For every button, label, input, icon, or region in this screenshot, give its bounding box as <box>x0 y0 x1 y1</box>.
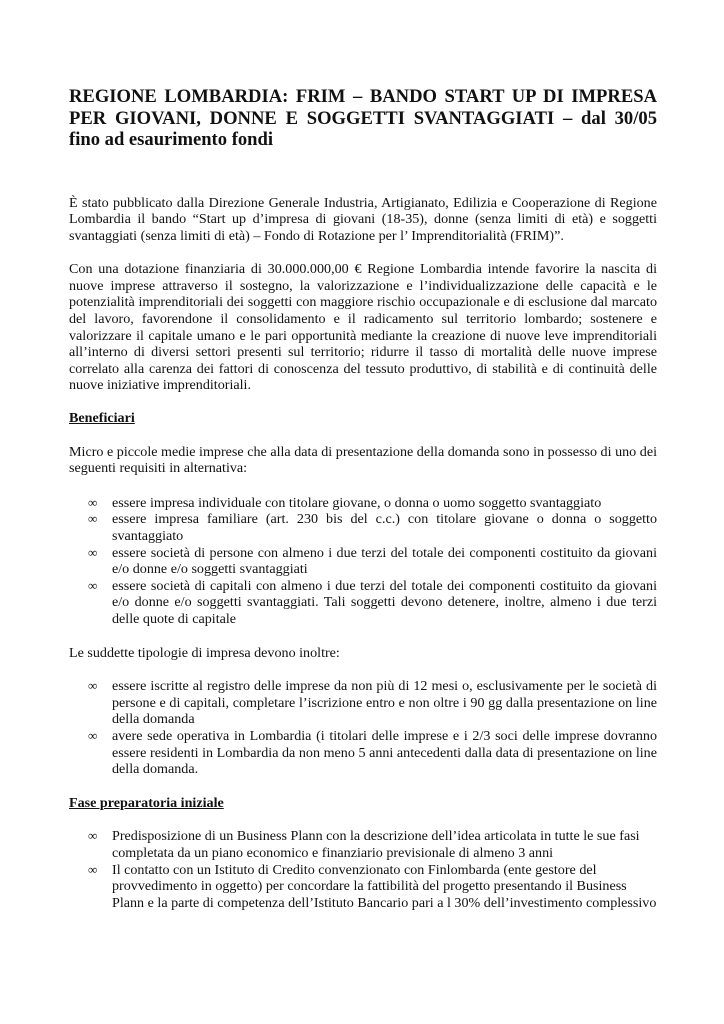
list-item-text: essere impresa individuale con titolare giovane, o donna o uomo soggetto svantaggiato <box>112 494 602 511</box>
document-title: REGIONE LOMBARDIA: FRIM – BANDO START UP DI IMPRESA PER GIOVANI, DONNE E SOGGETTI SVANTAGGIATI – dal 30/05 fino ad esaurimento fondi <box>69 86 657 150</box>
beneficiari-heading: Beneficiari <box>69 410 135 427</box>
document-page <box>69 86 657 911</box>
tipologie-intro-paragraph: Le suddette tipologie di impresa devono inoltre: <box>69 644 340 661</box>
tipologie-requisiti-list <box>69 678 657 778</box>
list-item <box>69 828 657 861</box>
list-item-text: Il contatto con un Istituto di Credito convenzionato con Finlombarda (ente gestore del provvedimento in oggetto) per concordare la fattibilità del progetto presentando il Business Plann e la parte di competenza dell’Istituto Bancario pari a l 30% dell’investimento complessivo <box>112 861 657 911</box>
beneficiari-requisiti-list <box>69 495 657 628</box>
list-item <box>69 545 657 578</box>
list-item <box>69 578 657 628</box>
list-item-text: Predisposizione di un Business Plann con la descrizione dell’idea articolata in tutte le sue fasi completata da un piano economico e finanziario previsionale di almeno 3 anni <box>112 828 640 861</box>
infinity-bullet-icon: ∞ <box>88 544 98 560</box>
list-item-text: essere iscritte al registro delle imprese da non più di 12 mesi o, esclusivamente per le società di persone e di capitali, completare l’iscrizione entro e non oltre i 90 gg dalla presentazione on line della domanda <box>112 678 657 728</box>
fase-preparatoria-list <box>69 828 657 911</box>
dotazione-paragraph: Con una dotazione finanziaria di 30.000.000,00 € Regione Lombardia intende favorire la nascita di nuove imprese attraverso il sostegno, la valorizzazione e l’individualizzazione delle capacità e le potenzialità imprenditoriali dei soggetti con maggiore rischio occupazionale e di esclusione dal marcato del lavoro, favorendone il consolidamento e il radicamento sul territorio lombardo; sostenere e valorizzare il capitale umano e le pari opportunità mediante la creazione di nuove leve imprenditoriali all’interno di diversi settori presenti sul territorio; ridurre il tasso di mortalità delle nuove imprese correlato alla carenza dei fattori di conoscenza del tessuto produttivo, di stabilità e di continuità delle nuove iniziative imprenditoriali. <box>69 261 657 394</box>
intro-paragraph: È stato pubblicato dalla Direzione Generale Industria, Artigianato, Edilizia e Cooperazione di Regione Lombardia il bando “Start up d’impresa di giovani (18-35), donne (senza limiti di età) e soggetti svantaggiati (senza limiti di età) – Fondo di Rotazione per l’ Imprenditorialità (FRIM)”. <box>69 194 657 244</box>
list-item <box>69 495 657 512</box>
list-item <box>69 862 657 912</box>
fase-preparatoria-heading: Fase preparatoria iniziale <box>69 794 224 811</box>
list-item-text: essere impresa familiare (art. 230 bis del c.c.) con titolare giovane o donna o soggetto svantaggiato <box>112 511 657 544</box>
infinity-bullet-icon: ∞ <box>88 577 98 593</box>
infinity-bullet-icon: ∞ <box>88 861 98 877</box>
list-item-text: avere sede operativa in Lombardia (i titolari delle imprese e i 2/3 soci delle imprese dovranno essere residenti in Lombardia da non meno 5 anni antecedenti dalla data di presentazione on line della domanda. <box>112 727 657 778</box>
infinity-bullet-icon: ∞ <box>88 494 98 510</box>
infinity-bullet-icon: ∞ <box>88 828 98 844</box>
list-item-text: essere società di persone con almeno i due terzi del totale dei componenti costituito da giovani e/o donne e/o soggetti svantaggiati <box>112 544 657 578</box>
list-item <box>69 678 657 728</box>
list-item-text: essere società di capitali con almeno i due terzi del totale dei componenti costituito da giovani e/o donne e/o soggetti svantaggiati. Tali soggetti devono detenere, inoltre, almeno i due terzi delle quote di capitale <box>112 577 657 627</box>
list-item <box>69 728 657 778</box>
beneficiari-intro-paragraph: Micro e piccole medie imprese che alla data di presentazione della domanda sono in possesso di uno dei seguenti requisiti in alternativa: <box>69 443 657 477</box>
infinity-bullet-icon: ∞ <box>88 678 98 694</box>
list-item <box>69 511 657 544</box>
infinity-bullet-icon: ∞ <box>88 727 98 743</box>
infinity-bullet-icon: ∞ <box>88 511 98 527</box>
